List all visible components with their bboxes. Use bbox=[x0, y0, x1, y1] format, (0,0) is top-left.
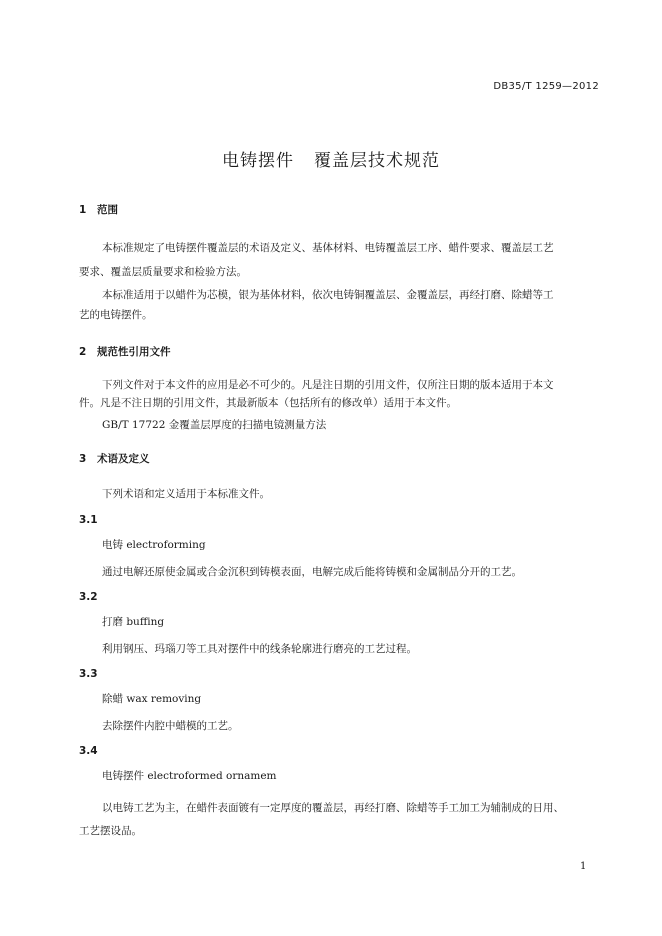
section-1-para1-line2: 要求、覆盖层质量要求和检验方法。 bbox=[79, 266, 247, 278]
term-3-1-title: 电铸 electroforming bbox=[102, 539, 206, 551]
section-1-para1-line1: 本标准规定了电铸摆件覆盖层的术语及定义、基体材料、电铸覆盖层工序、蜡件要求、覆盖层工艺 bbox=[102, 242, 554, 254]
standard-code: DB35/T 1259—2012 bbox=[493, 81, 599, 92]
section-3-heading bbox=[79, 451, 150, 466]
term-3-1-definition: 通过电解还原使金属或合金沉积到铸模表面，电解完成后能将铸模和金属制品分开的工艺。 bbox=[102, 566, 522, 578]
title-part2: 覆盖层技术规范 bbox=[314, 151, 440, 171]
term-3-4-definition-line1: 以电铸工艺为主，在蜡件表面镀有一定厚度的覆盖层，再经打磨、除蜡等手工加工为辅制成的日用、 bbox=[102, 802, 564, 814]
section-2-para1-line2: 件。凡是不注日期的引用文件，其最新版本（包括所有的修改单）适用于本文件。 bbox=[79, 397, 457, 409]
section-1-para2-line1: 本标准适用于以蜡件为芯模，银为基体材料，依次电铸铜覆盖层、金覆盖层，再经打磨、除蜡等工 bbox=[102, 289, 554, 301]
term-3-3-number: 3.3 bbox=[79, 668, 98, 680]
section-2-heading bbox=[79, 344, 171, 359]
section-number: 1 bbox=[79, 204, 87, 216]
term-3-2-title: 打磨 buffing bbox=[102, 616, 165, 628]
term-3-4-number: 3.4 bbox=[79, 745, 98, 757]
term-3-2-number: 3.2 bbox=[79, 591, 98, 603]
normative-reference: GB/T 17722 金覆盖层厚度的扫描电镜测量方法 bbox=[102, 419, 327, 431]
section-number: 3 bbox=[79, 453, 87, 465]
term-3-4-definition-line2: 工艺摆设品。 bbox=[79, 825, 142, 837]
term-3-1-number: 3.1 bbox=[79, 514, 98, 526]
section-title: 范围 bbox=[97, 204, 118, 216]
title-part1: 电铸摆件 bbox=[222, 151, 294, 171]
section-number: 2 bbox=[79, 346, 87, 358]
term-3-3-title: 除蜡 wax removing bbox=[102, 693, 202, 705]
section-title: 规范性引用文件 bbox=[97, 346, 171, 358]
section-2-para1-line1: 下列文件对于本文件的应用是必不可少的。凡是注日期的引用文件，仅所注日期的版本适用于本文 bbox=[102, 379, 554, 391]
term-3-4-title: 电铸摆件 electroformed ornamem bbox=[102, 770, 277, 782]
section-3-intro: 下列术语和定义适用于本标准文件。 bbox=[102, 488, 270, 500]
page-number: 1 bbox=[580, 861, 587, 872]
term-3-3-definition: 去除摆件内腔中蜡模的工艺。 bbox=[102, 720, 239, 732]
section-title: 术语及定义 bbox=[97, 453, 150, 465]
section-1-heading bbox=[79, 202, 118, 217]
term-3-2-definition: 利用钢压、玛瑙刀等工具对摆件中的线条轮廓进行磨亮的工艺过程。 bbox=[102, 643, 417, 655]
page-title bbox=[0, 146, 662, 171]
section-1-para2-line2: 艺的电铸摆件。 bbox=[79, 309, 153, 321]
